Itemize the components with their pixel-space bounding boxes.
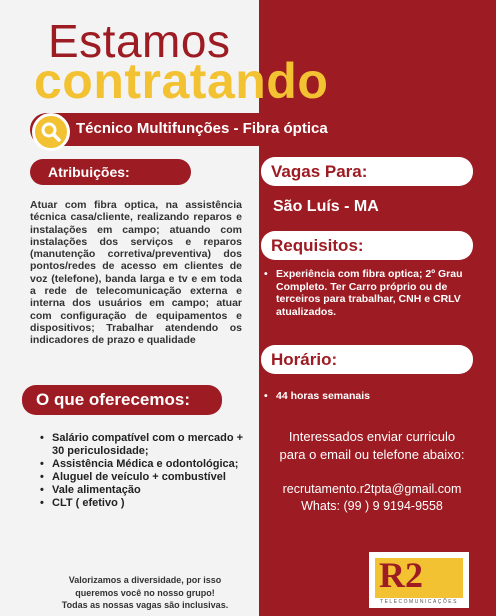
company-logo <box>369 552 469 608</box>
list-item: • Assistência Médica e odontológica; <box>38 458 253 471</box>
atribuicoes-heading: Atribuições: <box>30 159 191 185</box>
requirements-list <box>262 268 477 318</box>
headline-estamos: Estamos <box>48 15 231 67</box>
vagas-heading: Vagas Para: <box>261 157 473 186</box>
list-item: • Experiência com fibra optica; 2º Grau Completo. Ter Carro próprio ou de terceiros para trabalhar, CNH e CRLV atualizados. <box>262 268 477 318</box>
atribuicoes-text: Atuar com fibra optica, na assistência técnica casa/cliente, realizando reparos e instalações em campo; atuando com instalações dos serviços e reparos (manutenção corretiva/preventiva) dos pontos/redes de acesso em clientes de voz (telefone), banda larga e tv e em toda a rede de telecomunicação externa e interna dos usuários em campo; atuar com configuração de equipamentos e dispositivos; Trabalhar atendendo os indicadores de prazo e qualidade <box>30 199 242 347</box>
search-icon <box>32 113 70 151</box>
schedule-list <box>262 390 477 403</box>
benefits-list <box>38 432 253 510</box>
headline-contratando: contratando <box>34 53 329 109</box>
job-title: Técnico Multifunções - Fibra óptica <box>76 120 328 137</box>
logo-subtitle: TELECOMUNICAÇÕES <box>380 599 458 605</box>
diversity-line: Valorizamos a diversidade, por isso <box>68 575 222 585</box>
list-item: • 44 horas semanais <box>262 390 477 403</box>
contact-phone: Whats: (99 ) 9 9194-9558 <box>301 499 443 513</box>
list-item: • CLT ( efetivo ) <box>38 497 253 510</box>
location-text: São Luís - MA <box>273 198 379 215</box>
contact-info <box>262 481 482 515</box>
logo-text: R2 <box>379 555 423 595</box>
diversity-line: queremos você no nosso grupo! <box>75 587 215 598</box>
horario-heading: Horário: <box>261 345 473 374</box>
contact-email: recrutamento.r2tpta@gmail.com <box>282 482 462 496</box>
diversity-line: Todas as nossas vagas são inclusivas. <box>61 600 229 610</box>
list-item: • Aluguel de veículo + combustível <box>38 471 253 484</box>
list-item: • Salário compatível com o mercado + 30 periculosidade; <box>38 432 253 458</box>
requisitos-heading: Requisitos: <box>261 231 473 260</box>
oferecemos-heading: O que oferecemos: <box>22 385 222 415</box>
call-to-action <box>262 428 482 464</box>
list-item: • Vale alimentação <box>38 484 253 497</box>
diversity-statement <box>45 574 245 612</box>
cta-line1: Interessados enviar curriculo <box>288 429 456 444</box>
cta-line2: para o email ou telefone abaixo: <box>279 447 465 462</box>
